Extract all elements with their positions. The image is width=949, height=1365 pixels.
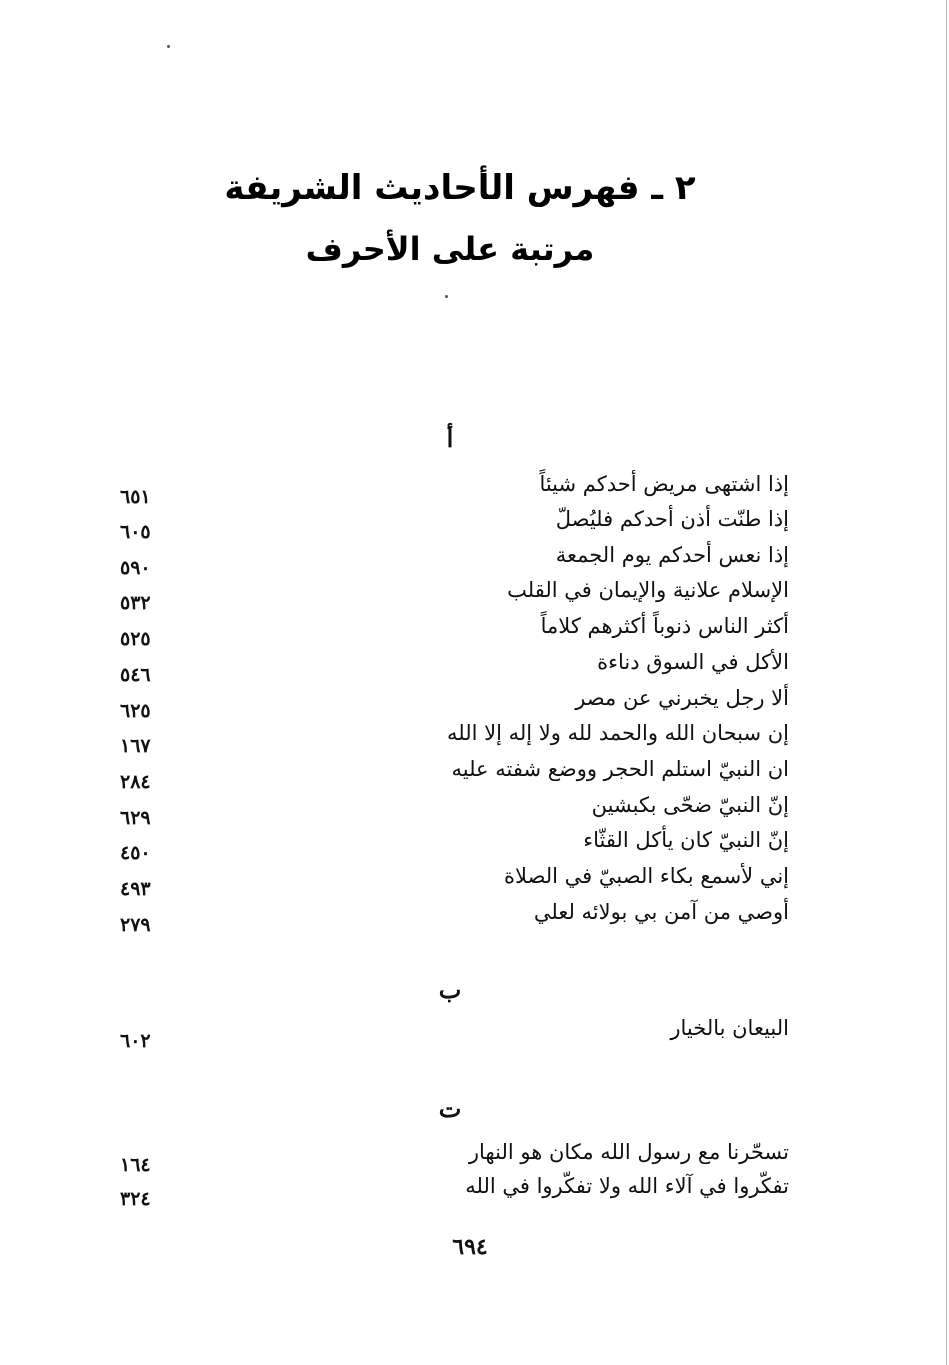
page-ref: ٥٢٥ [120, 628, 151, 650]
page-ref: ٤٥٠ [120, 842, 151, 864]
hadith-text: ان النبيّ استلم الحجر ووضع شفته عليه [451, 757, 789, 781]
scan-speck [445, 295, 448, 298]
hadith-text: البيعان بالخيار [670, 1016, 789, 1040]
index-entry [0, 543, 949, 579]
hadith-text: إنّ النبيّ كان يأكل القثّاء [583, 828, 789, 852]
hadith-text: أوصي من آمن بي بولائه لعلي [533, 900, 789, 924]
index-entry [0, 614, 949, 650]
page-ref: ١٦٤ [120, 1154, 151, 1176]
hadith-text: الإسلام علانية والإيمان في القلب [507, 578, 789, 602]
page-ref: ٦٢٩ [120, 807, 151, 829]
hadith-text: إذا طنّت أذن أحدكم فليُصلّ [555, 507, 789, 531]
page-ref: ٣٢٤ [120, 1188, 151, 1210]
page-ref: ٥٤٦ [120, 664, 151, 686]
index-entry [0, 793, 949, 829]
page-ref: ٦٥١ [120, 486, 151, 508]
index-entry [0, 1140, 949, 1176]
page-ref: ٢٧٩ [120, 914, 151, 936]
index-entry [0, 507, 949, 543]
hadith-text: أكثر الناس ذنوباً أكثرهم كلاماً [540, 614, 789, 638]
index-entry [0, 686, 949, 722]
index-title: ٢ ـ فهرس الأحاديث الشريفة [224, 168, 696, 208]
page-ref: ٦٢٥ [120, 700, 151, 722]
page-ref: ١٦٧ [120, 735, 151, 757]
section-letter-ba: ب [438, 975, 462, 1004]
hadith-text: إني لأسمع بكاء الصبيّ في الصلاة [504, 864, 789, 888]
scan-speck [167, 45, 170, 48]
hadith-text: إذا نعس أحدكم يوم الجمعة [555, 543, 789, 567]
page-number: ٦٩٤ [452, 1234, 488, 1260]
index-entry [0, 650, 949, 686]
hadith-text: إذا اشتهى مريض أحدكم شيئاً [539, 472, 789, 496]
index-entry [0, 1016, 949, 1052]
index-entry [0, 864, 949, 900]
page-ref: ٤٩٣ [120, 878, 151, 900]
section-letter-alif: أ [446, 424, 454, 453]
page-ref: ٦٠٢ [120, 1030, 151, 1052]
page-ref: ٦٠٥ [120, 521, 151, 543]
section-letter-ta: ت [438, 1094, 462, 1123]
index-entry [0, 472, 949, 508]
index-entry [0, 578, 949, 614]
hadith-text: تفكّروا في آلاء الله ولا تفكّروا في الله [465, 1174, 789, 1198]
hadith-text: ألا رجل يخبرني عن مصر [575, 686, 789, 710]
index-entry [0, 900, 949, 936]
hadith-text: تسحّرنا مع رسول الله مكان هو النهار [468, 1140, 789, 1164]
index-entry [0, 757, 949, 793]
hadith-text: إن سبحان الله والحمد لله ولا إله إلا الله [447, 721, 789, 745]
page-ref: ٥٩٠ [120, 557, 151, 579]
index-subtitle: مرتبة على الأحرف [305, 230, 595, 268]
index-entry [0, 828, 949, 864]
index-entry [0, 721, 949, 757]
page-ref: ٢٨٤ [120, 771, 151, 793]
hadith-text: الأكل في السوق دناءة [597, 650, 789, 674]
index-entry [0, 1174, 949, 1210]
page-ref: ٥٣٢ [120, 592, 151, 614]
hadith-text: إنّ النبيّ ضحّى بكبشين [591, 793, 789, 817]
